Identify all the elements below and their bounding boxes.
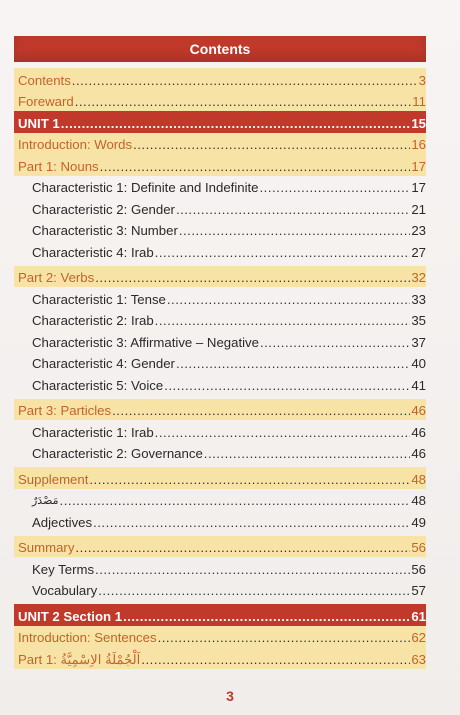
toc-entry[interactable]	[14, 111, 426, 133]
toc-page-number: 48	[411, 471, 426, 487]
toc-entry[interactable]	[14, 510, 426, 532]
toc-page-number: 23	[411, 223, 426, 238]
toc-entry[interactable]	[14, 197, 426, 219]
toc-page-number: 16	[411, 137, 426, 152]
toc-entry-label: UNIT 2 Section 1	[18, 608, 123, 624]
toc-entry-label: Supplement	[18, 471, 89, 487]
toc-entry[interactable]	[14, 154, 426, 176]
toc-leader-dots	[60, 492, 411, 510]
toc-leader-dots	[204, 445, 411, 463]
toc-leader-dots	[89, 471, 410, 489]
toc-page-number: 32	[411, 270, 426, 285]
toc-page-number: 33	[411, 291, 426, 307]
toc-leader-dots	[123, 608, 410, 626]
toc-leader-dots	[95, 561, 410, 579]
toc-page-number: 17	[411, 158, 426, 174]
toc-entry-label: Part 1: Nouns	[18, 158, 99, 174]
toc-page-number: 3	[418, 72, 426, 88]
toc-page-number: 41	[411, 377, 426, 393]
toc-entry-label: Part 1: اَلْجُمْلَةُ الاِسْمِيَّةُ	[18, 651, 141, 667]
toc-entry-label: Characteristic 5: Voice	[32, 377, 164, 393]
toc-page-number: 11	[412, 94, 426, 109]
toc-leader-dots	[98, 582, 410, 600]
toc-entry-label: Summary	[18, 540, 75, 555]
toc-entry[interactable]	[14, 219, 426, 241]
toc-entry[interactable]	[14, 330, 426, 352]
toc-page-number: 56	[411, 561, 426, 577]
toc-entry-label: Characteristic 2: Gender	[32, 201, 175, 217]
toc-entry-label: Characteristic 1: Irab	[32, 424, 154, 440]
toc-entry[interactable]	[14, 467, 426, 489]
toc-leader-dots	[61, 115, 411, 133]
toc-entry[interactable]	[14, 90, 426, 112]
toc-leader-dots	[93, 514, 410, 532]
toc-entry[interactable]	[14, 352, 426, 374]
toc-page-number: 35	[411, 313, 426, 328]
toc-leader-dots	[95, 269, 410, 287]
toc-entry[interactable]	[14, 287, 426, 309]
toc-entry-label: Characteristic 1: Tense	[32, 291, 166, 307]
toc-leader-dots	[260, 179, 411, 197]
toc-leader-dots	[141, 651, 410, 669]
toc-leader-dots	[155, 312, 411, 330]
toc-leader-dots	[155, 424, 411, 442]
toc-page-number: 46	[411, 424, 426, 440]
toc-entry-label: Contents	[18, 72, 71, 88]
toc-entry[interactable]	[14, 373, 426, 395]
toc-leader-dots	[155, 244, 411, 262]
toc-page-number: 40	[411, 356, 426, 371]
toc-page-number: 57	[411, 583, 426, 598]
toc-entry-label: Vocabulary	[32, 583, 98, 598]
toc-entry-label: Part 2: Verbs	[18, 270, 95, 285]
toc-page-number: 49	[411, 514, 426, 530]
toc-entry[interactable]	[14, 420, 426, 442]
table-of-contents	[14, 68, 426, 669]
toc-page-number: 17	[411, 180, 426, 195]
toc-page-number: 21	[411, 201, 426, 217]
toc-entry[interactable]	[14, 579, 426, 601]
toc-page-number: 61	[411, 608, 426, 624]
toc-entry-label: Foreward	[18, 94, 74, 109]
toc-entry[interactable]	[14, 536, 426, 558]
toc-entry[interactable]	[14, 133, 426, 155]
toc-leader-dots	[260, 334, 410, 352]
toc-entry-label: Introduction: Sentences	[18, 630, 157, 645]
toc-entry[interactable]	[14, 489, 426, 511]
toc-entry-label: UNIT 1	[18, 115, 60, 131]
toc-leader-dots	[112, 402, 410, 420]
toc-entry[interactable]	[14, 399, 426, 421]
toc-entry-label: Characteristic 3: Affirmative – Negative	[32, 334, 259, 350]
toc-leader-dots	[75, 539, 410, 557]
toc-entry[interactable]	[14, 240, 426, 262]
toc-entry[interactable]	[14, 266, 426, 288]
contents-title: Contents	[189, 41, 251, 57]
toc-page-number: 56	[411, 540, 426, 555]
toc-entry[interactable]	[14, 647, 426, 669]
toc-leader-dots	[72, 72, 418, 90]
toc-page-number: 62	[411, 630, 426, 645]
toc-entry-label: Characteristic 2: Irab	[32, 313, 154, 328]
toc-page-number: 46	[411, 403, 426, 418]
toc-leader-dots	[100, 158, 411, 176]
toc-page-number: 48	[411, 493, 426, 508]
page-number: 3	[226, 688, 234, 704]
toc-entry-label: Characteristic 4: Irab	[32, 244, 154, 260]
toc-leader-dots	[179, 222, 410, 240]
toc-leader-dots	[167, 291, 410, 309]
toc-leader-dots	[133, 136, 410, 154]
toc-page-number: 63	[411, 651, 426, 667]
toc-entry-label: مَصْدَرٌ	[32, 494, 59, 507]
toc-entry-label: Characteristic 2: Governance	[32, 446, 203, 461]
toc-entry[interactable]	[14, 557, 426, 579]
toc-leader-dots	[75, 93, 412, 111]
toc-entry[interactable]	[14, 68, 426, 90]
toc-page-number: 46	[411, 446, 426, 461]
toc-leader-dots	[164, 377, 410, 395]
toc-entry-label: Characteristic 4: Gender	[32, 356, 175, 371]
toc-entry-label: Key Terms	[32, 561, 95, 577]
toc-page-number: 27	[411, 244, 426, 260]
toc-entry[interactable]	[14, 176, 426, 198]
toc-entry[interactable]	[14, 442, 426, 464]
contents-title-bar	[14, 36, 426, 62]
toc-entry-label: Adjectives	[32, 514, 93, 530]
toc-entry[interactable]	[14, 626, 426, 648]
toc-page-number: 15	[411, 115, 426, 131]
toc-leader-dots	[158, 629, 411, 647]
toc-leader-dots	[176, 201, 410, 219]
toc-entry-label: Part 3: Particles	[18, 403, 112, 418]
toc-entry-label: Introduction: Words	[18, 137, 133, 152]
toc-entry[interactable]	[14, 604, 426, 626]
toc-entry-label: Characteristic 1: Definite and Indefinite	[32, 180, 259, 195]
toc-leader-dots	[176, 355, 410, 373]
toc-entry[interactable]	[14, 309, 426, 331]
toc-entry-label: Characteristic 3: Number	[32, 223, 178, 238]
toc-page-number: 37	[411, 334, 426, 350]
